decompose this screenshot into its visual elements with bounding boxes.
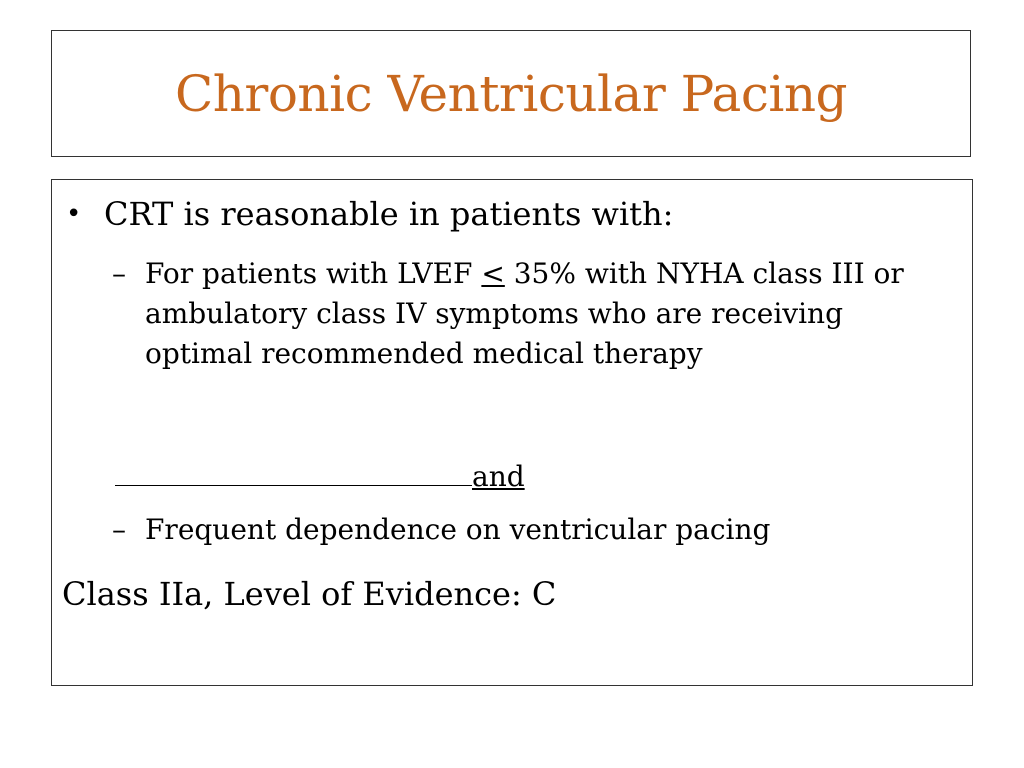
less-equal-symbol: < <box>481 257 505 290</box>
title-frame <box>51 30 971 157</box>
underline-rule <box>115 454 472 486</box>
evidence-classification: Class IIa, Level of Evidence: C <box>62 575 557 613</box>
sub-text-before: For patients with LVEF <box>145 257 482 290</box>
dash-marker: – <box>112 513 126 546</box>
main-bullet-text: CRT is reasonable in patients with: <box>104 195 674 233</box>
dash-marker: – <box>112 257 126 290</box>
sub-bullet-text: Frequent dependence on ventricular pacing <box>145 513 771 546</box>
content-frame <box>51 179 973 686</box>
slide-title: Chronic Ventricular Pacing <box>174 64 848 123</box>
bullet-marker: • <box>66 199 82 229</box>
and-word: and <box>472 460 525 493</box>
sub-text-after: 35% with NYHA class III or ambulatory class IV symptoms who are receiving optimal recommended medical therapy <box>145 257 904 370</box>
and-connector <box>115 454 525 497</box>
sub-bullet-text <box>112 254 952 374</box>
main-bullet <box>62 194 673 234</box>
sub-bullet-criteria <box>112 254 952 374</box>
sub-bullet-pacing <box>112 510 952 550</box>
